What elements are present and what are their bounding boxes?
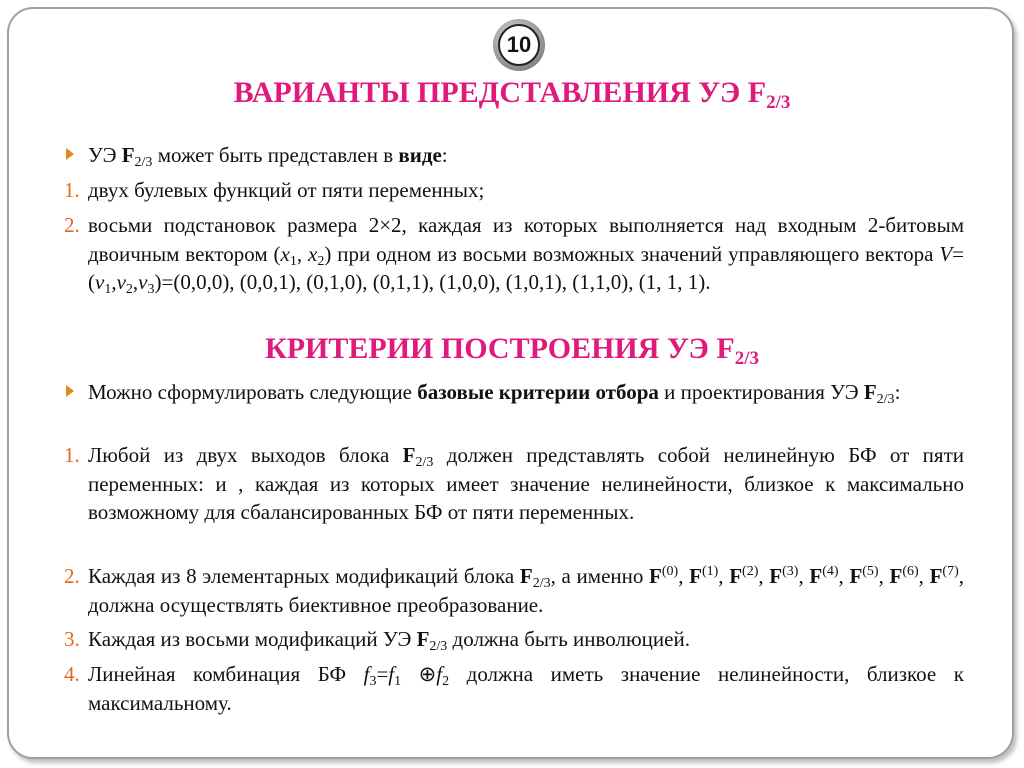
list-item: 1. Любой из двух выходов блока $F_{2/3}$ должен представлять собой нелинейную БФ от пяти переменных: и , каждая из которых имеет значение нелинейности, близкое к максимально возможному для сбалансированных БФ от пяти переменных. [64, 443, 964, 524]
section1-intro: УЭ $F_{2/3}$ может быть представлен в виде: [64, 141, 964, 170]
list-item: 4. Линейная комбинация БФ $f_3=f_1$ $\oplus f_2$ должна иметь значение нелинейности, близкое к максимальному. [64, 662, 964, 715]
list-item: 2. Каждая из 8 элементарных модификаций блока $F_{2/3}$, а именно $F^{(0)}$, $F^{(1)}$, $F^{(2)}$, $F^{(3)}$, $F^{(4)}$, $F^{(5)}$, $F^{(6)}$, $F^{(7)}$, должна осуществлять биективное преобразование. [64, 564, 964, 617]
list-item: 2. восьми подстановок размера 2×2, каждая из которых выполняется над входным 2-битовым двоичным вектором ($x_1$, $x_2$) при одном из восьми возможных значений управляющего вектора $V=(v_1,v_2,v_3)=(0,0,0)$, (0,0,1), (0,1,0), (0,1,1), (1,0,0), (1,0,1), (1,1,0), (1, 1, 1). [64, 213, 965, 297]
list-item: 1. двух булевых функций от пяти переменных; [64, 178, 485, 202]
section2-intro: Можно сформулировать следующие базовые критерии отбора и проектирования УЭ $F_{2/3}$: [64, 378, 964, 407]
bullet-arrow-icon [64, 141, 88, 170]
heading-construction-criteria: КРИТЕРИИ ПОСТРОЕНИЯ УЭ $F_{2/3}$ [264, 332, 760, 369]
slide-number-badge [493, 19, 545, 71]
heading-representation-variants: ВАРИАНТЫ ПРЕДСТАВЛЕНИЯ УЭ $F_{2/3}$ [233, 76, 791, 113]
list-item: 3. Каждая из восьми модификаций УЭ $F_{2/3}$ должна быть инволюцией. [64, 627, 690, 654]
slide-number: 10 [498, 24, 540, 66]
bullet-arrow-icon [64, 378, 88, 407]
